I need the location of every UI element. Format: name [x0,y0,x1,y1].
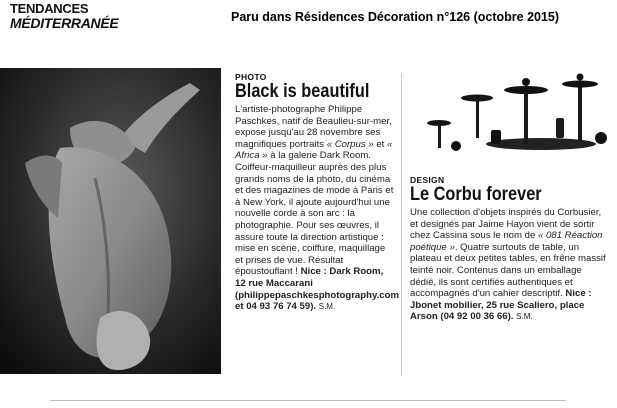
logo-line-1: TENDANCES [10,1,89,16]
column-divider [401,73,402,376]
article-body [235,104,400,313]
body-text: à la galerie Dark Room. Coiffeur-maquilleur auprès des plus grands noms de la photo, du cinéma et des magazines de mode à Paris et à New York, il ajoute aujourd'hui une nouvelle corde à son arc : la photographie. Pour ses œuvres, il assure toute la direction artistique : mise en scène, coiffure, maquillage et prises de vue. Résultat époustouflant ! [235,150,394,278]
article-body [410,207,610,323]
author-signature: S.M. [318,302,336,312]
body-text: et [373,138,387,150]
design-objects-photo [416,68,617,168]
article-title: Le Corbu forever [410,184,542,205]
body-text: Une collection d'objets inspirés du Corbusier, et designés par Jaime Hayon vient de sortir chez Cassina sous le nom de [410,207,602,242]
body-italic: « Corpus » [326,138,374,150]
edition-caption: Paru dans Résidences Décoration n°126 (octobre 2015) [231,10,560,24]
venue-info: Nice : Jbonet mobilier, 25 rue Scaliero, place Arson (04 92 00 36 66). [410,288,592,323]
body-text: . Quatre surtouts de table, un plateau et deux petites tables, en frêne massif teinté noir. Contenus dans un emballage dédié, ils sont certifiés authentiques et accompagnés d'un cahier descriptif. [410,241,606,300]
article-rubric: PHOTO [235,72,267,82]
author-signature: S.M. [516,312,533,322]
body-italic: « Africa » [235,138,393,162]
magazine-logo [10,2,118,30]
figure-photo [0,68,221,374]
venue-info: Nice : Dark Room, 12 rue Maccarani (philippepaschkesphotography.com et 04 93 76 74 59). [235,266,400,313]
article-rubric: DESIGN [410,175,445,185]
article-photo [235,72,400,313]
body-text: L'artiste-photographe Philippe Paschkes, natif de Beaulieu-sur-mer, expose jusqu'au 28 novembre ses magnifiques portraits [235,104,392,150]
article-title: Black is beautiful [235,81,370,102]
bottom-rule [50,400,566,401]
article-design [410,175,610,323]
logo-line-2: MÉDITERRANÉE [10,15,119,31]
body-italic: « 081 Réaction poétique » [410,230,603,253]
